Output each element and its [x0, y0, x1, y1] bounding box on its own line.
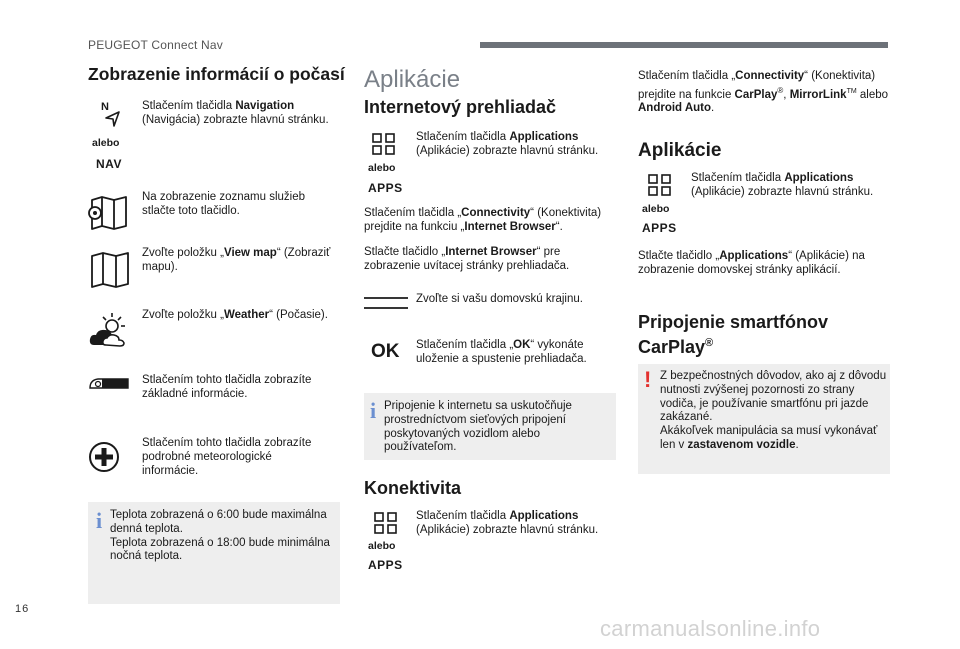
apps-step-1: Stlačením tlačidla Applications (Aplikácie) zobrazte hlavnú stránku.	[691, 172, 874, 198]
ok-button-icon: OK	[371, 341, 400, 362]
weather-heading: Zobrazenie informácií o počasí	[88, 64, 345, 84]
navigation-arrow-icon	[101, 100, 123, 134]
basic-info-slider-icon	[88, 376, 130, 390]
warning-exclamation-icon: !	[644, 367, 652, 392]
svg-text:N: N	[101, 101, 109, 113]
plus-details-icon	[88, 441, 120, 473]
nav-button-label: NAV	[96, 157, 122, 171]
watermark: carmanualsonline.info	[600, 616, 821, 641]
weather-step-3: Zvoľte položku „View map“ (Zobraziť mapu).	[142, 247, 331, 273]
browser-step-3: Stlačením tlačidla „OK“ vykonáte uloženie a spustenie prehliadača.	[416, 339, 587, 365]
apps-grid-icon	[648, 174, 672, 196]
connectivity-paragraph: Stlačením tlačidla „Connectivity“ (Konektivita) prejdite na funkcie CarPlay®, MirrorLink™ alebo Android Auto.	[638, 70, 889, 115]
connectivity-subheading: Konektivita	[364, 478, 462, 498]
weather-step-2: Na zobrazenie zoznamu služieb stlačte toto tlačidlo.	[142, 191, 306, 217]
alebo-label: alebo	[368, 162, 396, 174]
info-icon: i	[96, 508, 103, 533]
note-text: Teplota zobrazená o 6:00 bude maximálna denná teplota. Teplota zobrazená o 18:00 bude minimálna nočná teplota.	[110, 509, 330, 563]
alebo-label: alebo	[642, 203, 670, 215]
browser-paragraph-2: Stlačte tlačidlo „Internet Browser“ pre zobrazenie uvítacej stránky prehliadača.	[364, 246, 570, 272]
weather-step-5: Stlačením tohto tlačidla zobrazíte základné informácie.	[142, 374, 312, 400]
header-bar	[480, 42, 888, 48]
header-title: PEUGEOT Connect Nav	[88, 38, 223, 52]
services-list-icon	[88, 196, 130, 230]
weather-step-1: Stlačením tlačidla Navigation (Navigácia) zobrazte hlavnú stránku.	[142, 100, 329, 126]
note-text: Pripojenie k internetu sa uskutočňuje prostredníctvom sieťových pripojení poskytovaných vozidlom alebo používateľom.	[384, 400, 572, 454]
apps-heading: Aplikácie	[364, 66, 461, 93]
browser-paragraph-1: Stlačením tlačidla „Connectivity“ (Konektivita) prejdite na funkciu „Internet Browser“.	[364, 207, 602, 233]
alebo-label: alebo	[92, 137, 120, 149]
temperature-note	[88, 502, 340, 604]
browser-subheading: Internetový prehliadač	[364, 97, 557, 117]
country-bar-icon	[364, 296, 408, 310]
apps-grid-icon	[374, 512, 398, 534]
map-icon	[90, 252, 130, 288]
warning-text: Z bezpečnostných dôvodov, ako aj z dôvodu nutnosti zvýšenej pozornosti zo strany vodiča, je používanie smartfónu pri jazde zakázané. Akákoľvek manipulácia sa musí vykonávať len v zastavenom vozidle.	[660, 370, 887, 451]
info-icon: i	[370, 398, 377, 423]
apps-button-label: APPS	[368, 558, 403, 572]
weather-sun-cloud-icon	[88, 312, 130, 348]
apps-grid-icon	[372, 133, 396, 155]
internet-note	[364, 393, 616, 460]
alebo-label: alebo	[368, 540, 396, 552]
apps-paragraph-2: Stlačte tlačidlo „Applications“ (Aplikácie) na zobrazenie domovskej stránky aplikácií.	[638, 250, 865, 276]
apps-subheading: Aplikácie	[638, 140, 722, 161]
browser-step-1: Stlačením tlačidla Applications (Aplikácie) zobrazte hlavnú stránku.	[416, 131, 599, 157]
apps-button-label: APPS	[368, 181, 403, 195]
carplay-subheading: Pripojenie smartfónov CarPlay®	[638, 312, 829, 357]
page-number: 16	[15, 603, 30, 615]
safety-warning	[638, 364, 890, 474]
apps-button-label: APPS	[642, 221, 677, 235]
browser-step-2: Zvoľte si vašu domovskú krajinu.	[416, 293, 583, 305]
weather-step-4: Zvoľte položku „Weather“ (Počasie).	[142, 309, 328, 321]
connectivity-step-1: Stlačením tlačidla Applications (Aplikácie) zobrazte hlavnú stránku.	[416, 510, 599, 536]
weather-step-6: Stlačením tohto tlačidla zobrazíte podrobné meteorologické informácie.	[142, 437, 312, 477]
